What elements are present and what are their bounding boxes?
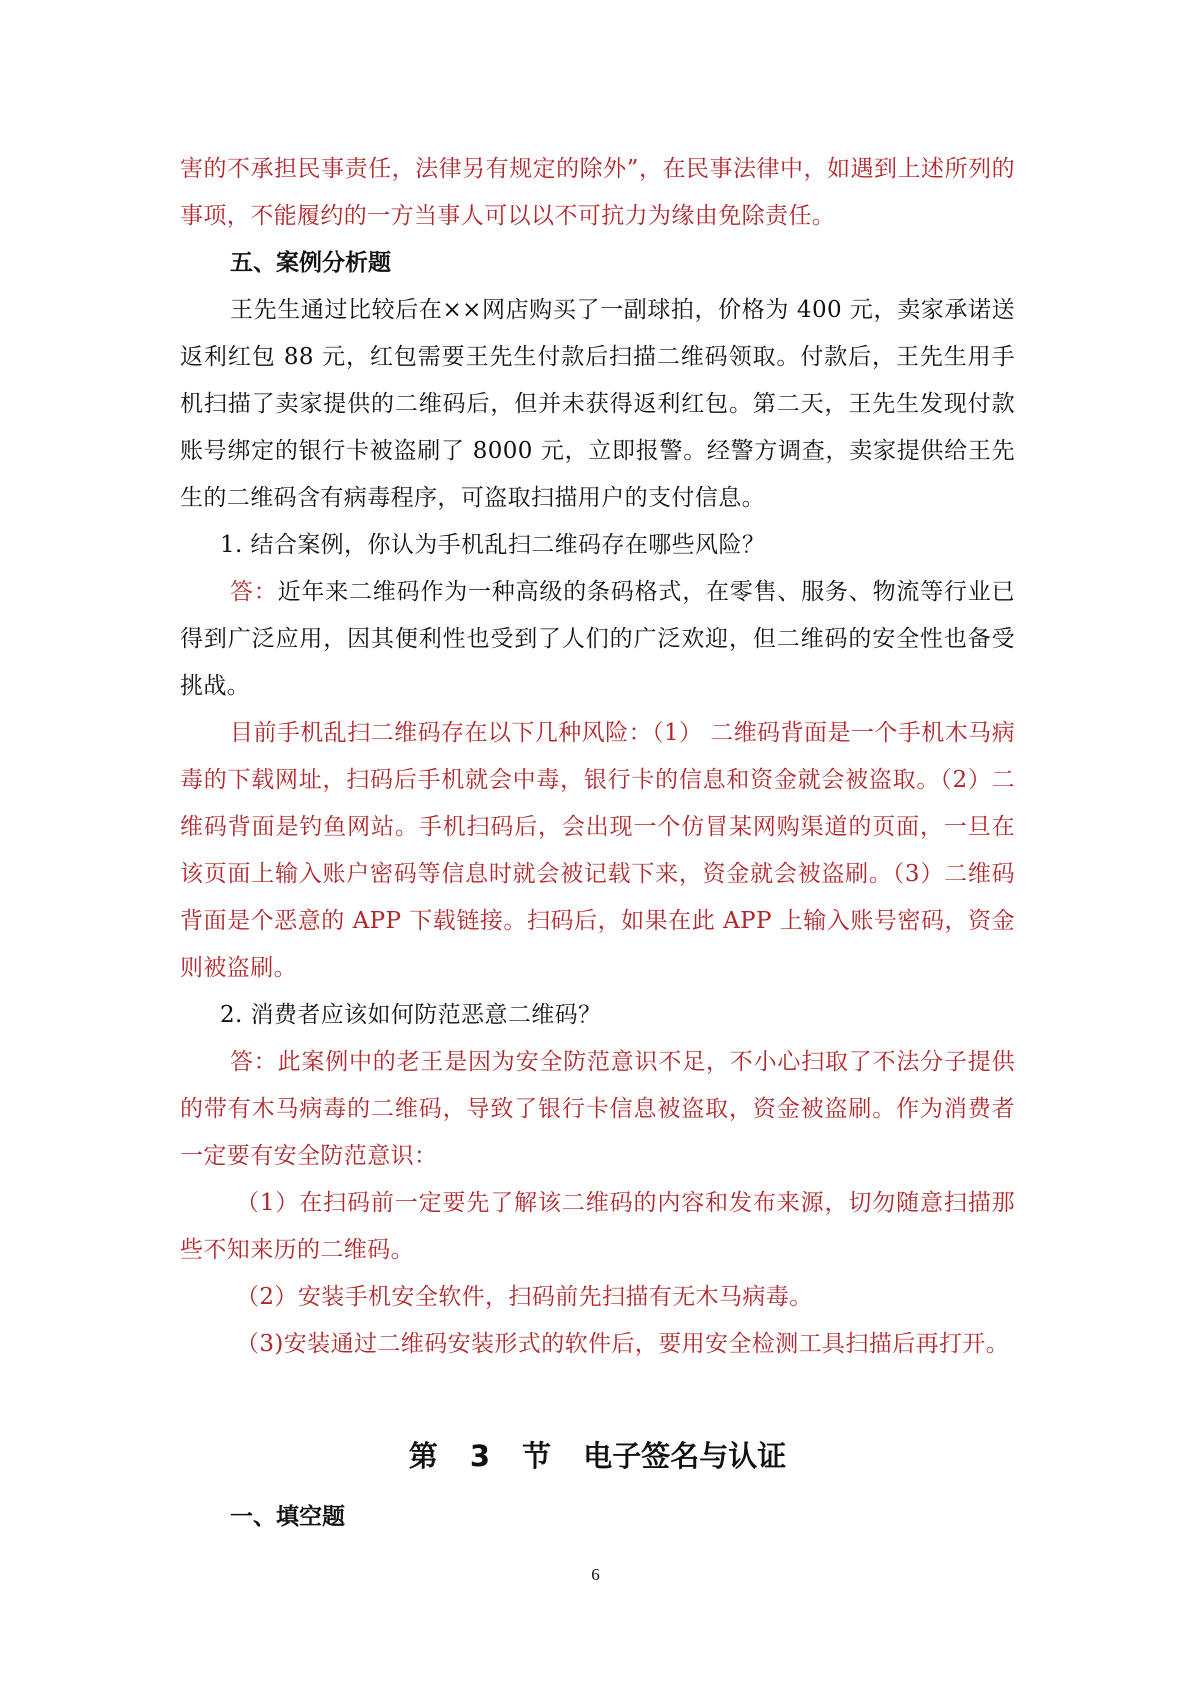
answer-1-paragraph-2: 目前手机乱扫二维码存在以下几种风险：（1） 二维码背面是一个手机木马病毒的下载网址，扫码后手机就会中毒，银行卡的信息和资金就会被盗取。（2）二维码背面是钓鱼网站。手机扫码后，会出现一个仿冒某网购渠道的页面，一旦在该页面上输入账户密码等信息时就会被记载下来，资金就会被盗刷。（3）二维码背面是个恶意的 APP 下载链接。扫码后，如果在此 APP 上输入账号密码，资金则被盗刷。 bbox=[180, 720, 1015, 981]
intro-continuation-paragraph: 害的不承担民事责任，法律另有规定的除外”，在民事法律中，如遇到上述所列的事项，不能履约的一方当事人可以以不可抗力为缘由免除责任。 bbox=[180, 156, 1015, 229]
answer-2-item-2: （2）安装手机安全软件，扫码前先扫描有无木马病毒。 bbox=[236, 1284, 813, 1310]
section-title: 第 3 节 电子签名与认证 bbox=[408, 1439, 787, 1473]
fill-blank-heading: 一、填空题 bbox=[230, 1504, 345, 1530]
case-description-paragraph: 王先生通过比较后在××网店购买了一副球拍，价格为 400 元，卖家承诺送返利红包 88 元，红包需要王先生付款后扫描二维码领取。付款后，王先生用手机扫描了卖家提供的二维码后，但并未获得返利红包。第二天，王先生发现付款账号绑定的银行卡被盗刷了 8000 元，立即报警。经警方调查，卖家提供给王先生的二维码含有病毒程序，可盗取扫描用户的支付信息。 bbox=[180, 297, 1015, 511]
page-number: 6 bbox=[591, 1565, 600, 1584]
case-analysis-heading: 五、案例分析题 bbox=[230, 250, 391, 276]
answer-1-paragraph-1-text: 近年来二维码作为一种高级的条码格式，在零售、服务、物流等行业已得到广泛应用，因其便利性也受到了人们的广泛欢迎，但二维码的安全性也备受挑战。 bbox=[180, 579, 1015, 699]
question-2: 2. 消费者应该如何防范恶意二维码？ bbox=[220, 1002, 602, 1028]
answer-1-paragraph-1 bbox=[180, 569, 1015, 710]
answer-label: 答： bbox=[230, 579, 278, 605]
answer-2-item-1: （1）在扫码前一定要先了解该二维码的内容和发布来源，切勿随意扫描那些不知来历的二维码。 bbox=[180, 1190, 1015, 1263]
question-1: 1. 结合案例，你认为手机乱扫二维码存在哪些风险？ bbox=[220, 532, 766, 558]
answer-2-paragraph-1: 答：此案例中的老王是因为安全防范意识不足，不小心扫取了不法分子提供的带有木马病毒的二维码，导致了银行卡信息被盗取，资金被盗刷。作为消费者一定要有安全防范意识： bbox=[180, 1049, 1015, 1169]
answer-2-item-3: （3)安装通过二维码安装形式的软件后，要用安全检测工具扫描后再打开。 bbox=[236, 1331, 1010, 1357]
page-content bbox=[180, 146, 1015, 1541]
